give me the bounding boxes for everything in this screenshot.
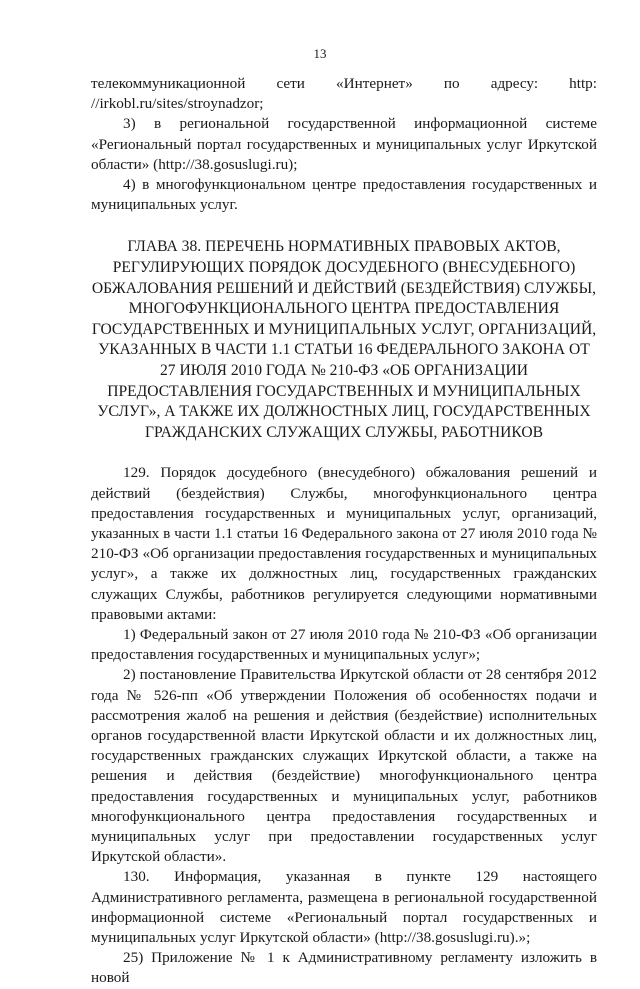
page-number: 13 xyxy=(313,46,327,61)
list-item-2-resolution: 2) постановление Правительства Иркутской области от 28 сентября 2012 года № 526-пп «Об утверждении Положения об особенностях подачи и рассмотрения жалоб на решения и действия (бездействие) исполнительных органов государственной власти Иркутской области и их должностных лиц, государственных гражданских служащих Иркутской области, а также на решения и действия (бездействие) многофункционального центра предоставления государственных и муниципальных услуг, работников многофункционального центра предоставления государственных и муниципальных услуг при предоставлении государственных услуг Иркутской области». xyxy=(91,666,597,866)
document-body xyxy=(91,74,597,989)
list-item-3: 3) в региональной государственной информационной системе «Региональный портал государственных и муниципальных услуг Иркутской области» (http://38.gosuslugi.ru); xyxy=(91,115,597,173)
paragraph-continuation: телекоммуникационной сети «Интернет» по адресу: http: //irkobl.ru/sites/stroynadzor; xyxy=(91,75,597,113)
paragraph-25-appendix: 25) Приложение № 1 к Административному регламенту изложить в новой xyxy=(91,949,597,987)
paragraph-130: 130. Информация, указанная в пункте 129 настоящего Административного регламента, размещена в региональной государственной информационной системе «Региональный портал государственных и муниципальных услуг Иркутской области» (http://38.gosuslugi.ru).»; xyxy=(91,868,597,947)
chapter-heading: ГЛАВА 38. ПЕРЕЧЕНЬ НОРМАТИВНЫХ ПРАВОВЫХ АКТОВ, РЕГУЛИРУЮЩИХ ПОРЯДОК ДОСУДЕБНОГО (ВНЕСУДЕБНОГО) ОБЖАЛОВАНИЯ РЕШЕНИЙ И ДЕЙСТВИЙ (БЕЗДЕЙСТВИЯ) СЛУЖБЫ, МНОГОФУНКЦИОНАЛЬНОГО ЦЕНТРА ПРЕДОСТАВЛЕНИЯ ГОСУДАРСТВЕННЫХ И МУНИЦИПАЛЬНЫХ УСЛУГ, ОРГАНИЗАЦИЙ, УКАЗАННЫХ В ЧАСТИ 1.1 СТАТЬИ 16 ФЕДЕРАЛЬНОГО ЗАКОНА ОТ 27 ИЮЛЯ 2010 ГОДА № 210-ФЗ «ОБ ОРГАНИЗАЦИИ ПРЕДОСТАВЛЕНИЯ ГОСУДАРСТВЕННЫХ И МУНИЦИПАЛЬНЫХ УСЛУГ», А ТАКЖЕ ИХ ДОЛЖНОСТНЫХ ЛИЦ, ГОСУДАРСТВЕННЫХ ГРАЖДАНСКИХ СЛУЖАЩИХ СЛУЖБЫ, РАБОТНИКОВ xyxy=(91,238,597,441)
list-item-4: 4) в многофункциональном центре предоставления государственных и муниципальных услуг. xyxy=(91,176,597,214)
list-item-1-federal-law: 1) Федеральный закон от 27 июля 2010 года № 210-ФЗ «Об организации предоставления государственных и муниципальных услуг»; xyxy=(91,625,597,664)
paragraph-129: 129. Порядок досудебного (внесудебного) обжалования решений и действий (бездействия) Службы, многофункционального центра предоставления государственных и муниципальных услуг, организаций, указанных в части 1.1 статьи 16 Федерального закона от 27 июля 2010 года № 210-ФЗ «Об организации предоставления государственных и муниципальных услуг», а также их должностных лиц, государственных гражданских служащих Службы, работников регулируется следующими нормативными правовыми актами: xyxy=(91,464,597,623)
